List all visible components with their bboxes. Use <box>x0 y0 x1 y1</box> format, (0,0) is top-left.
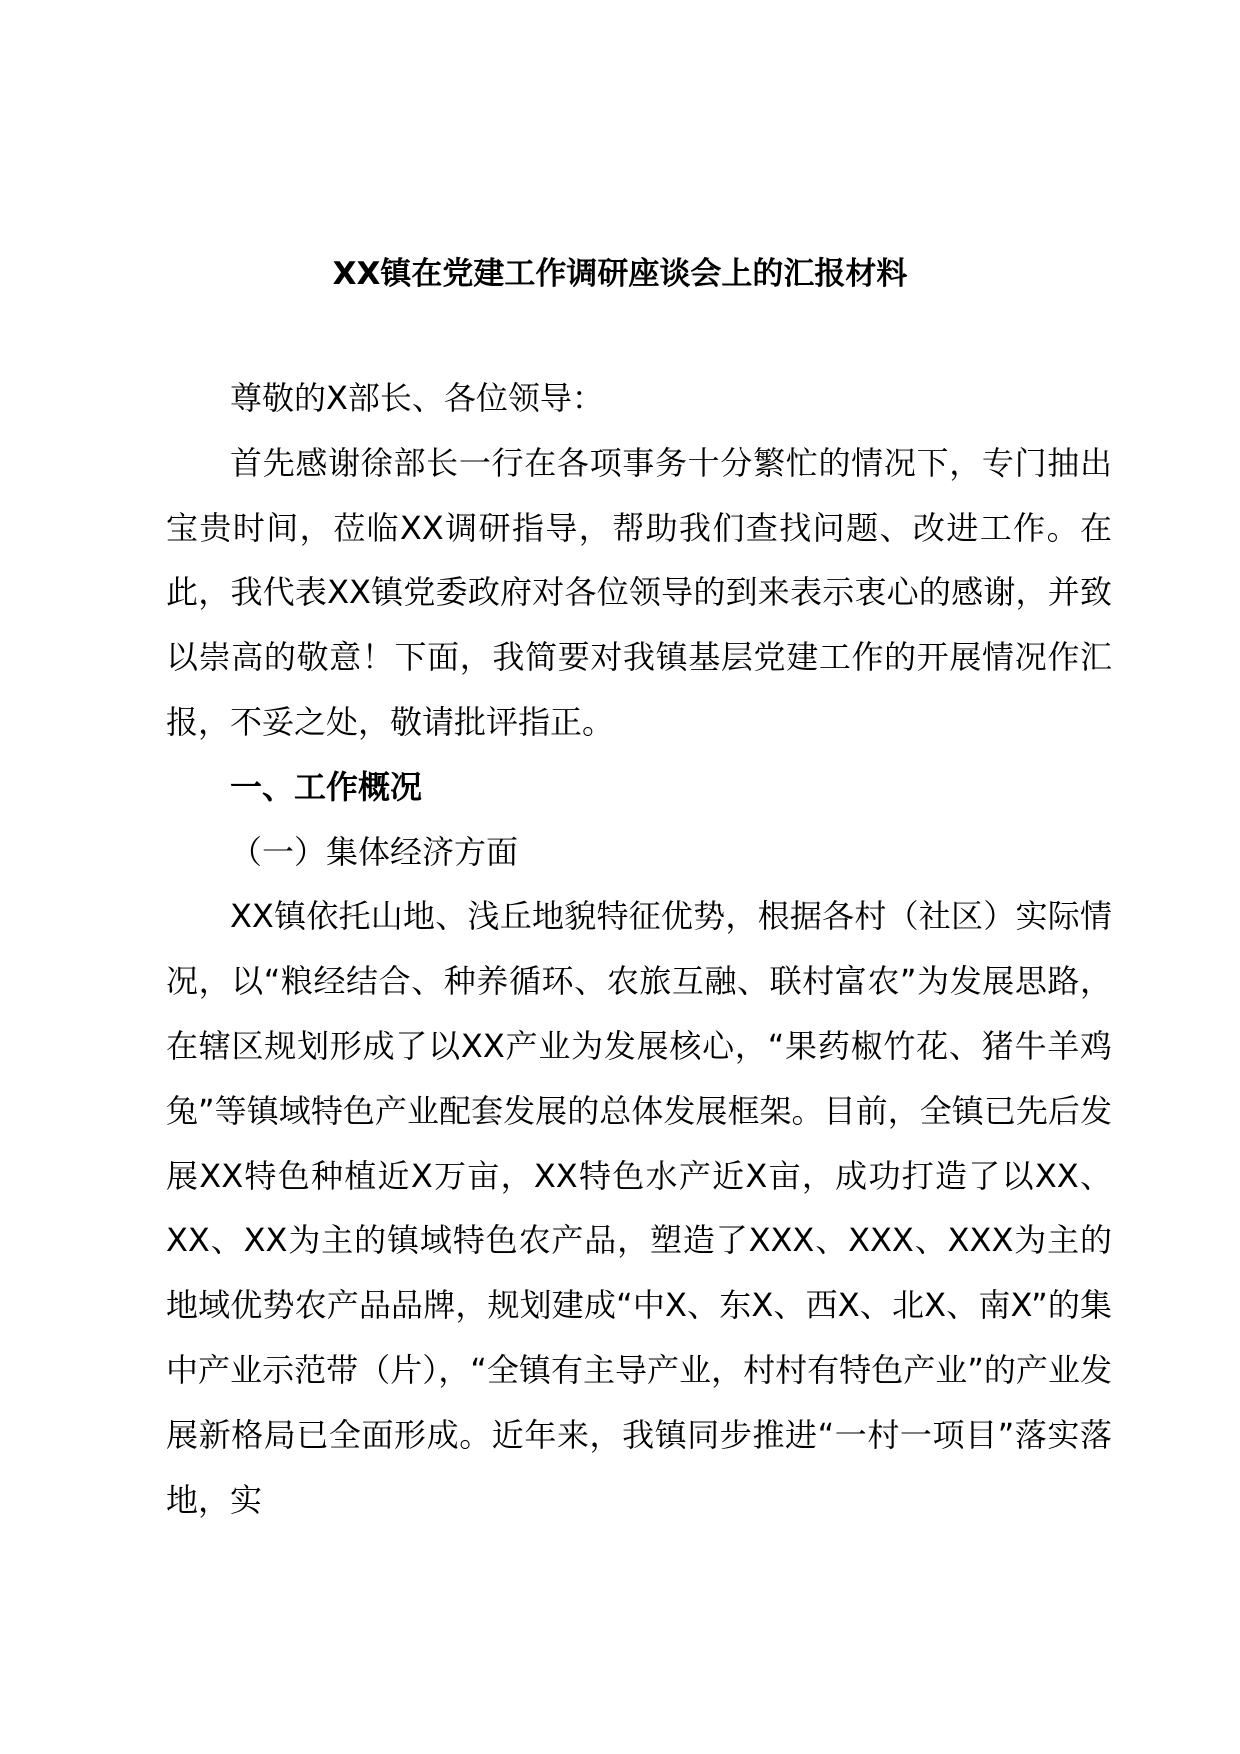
document-title: XX镇在党建工作调研座谈会上的汇报材料 <box>332 256 908 292</box>
document-body <box>166 366 1112 1532</box>
salutation: 尊敬的X部长、各位领导： <box>230 379 604 417</box>
intro-paragraph: 首先感谢徐部长一行在各项事务十分繁忙的情况下，专门抽出宝贵时间，莅临XX调研指导，帮助我们查找问题、改进工作。在此，我代表XX镇党委政府对各位领导的到来表示衷心的感谢，并致以崇高的敬意！下面，我简要对我镇基层党建工作的开展情况作汇报，不妥之处，敬请批评指正。 <box>166 443 1112 741</box>
subsection-heading: （一）集体经济方面 <box>230 832 519 871</box>
section-heading: 一、工作概况 <box>230 767 423 806</box>
subsection-paragraph: XX镇依托山地、浅丘地貌特征优势，根据各村（社区）实际情况，以“粮经结合、种养循环、农旅互融、联村富农”为发展思路，在辖区规划形成了以XX产业为发展核心，“果药椒竹花、猪牛羊鸡兔”等镇域特色产业配套发展的总体发展框架。目前，全镇已先后发展XX特色种植近X万亩，XX特色水产近X亩，成功打造了以XX、XX、XX为主的镇域特色农产品，塑造了XXX、XXX、XXX为主的地域优势农产品品牌，规划建成“中X、东X、西X、北X、南X”的集中产业示范带（片），“全镇有主导产业，村村有特色产业”的产业发展新格局已全面形成。近年来，我镇同步推进“一村一项目”落实落地，实 <box>166 897 1112 1519</box>
